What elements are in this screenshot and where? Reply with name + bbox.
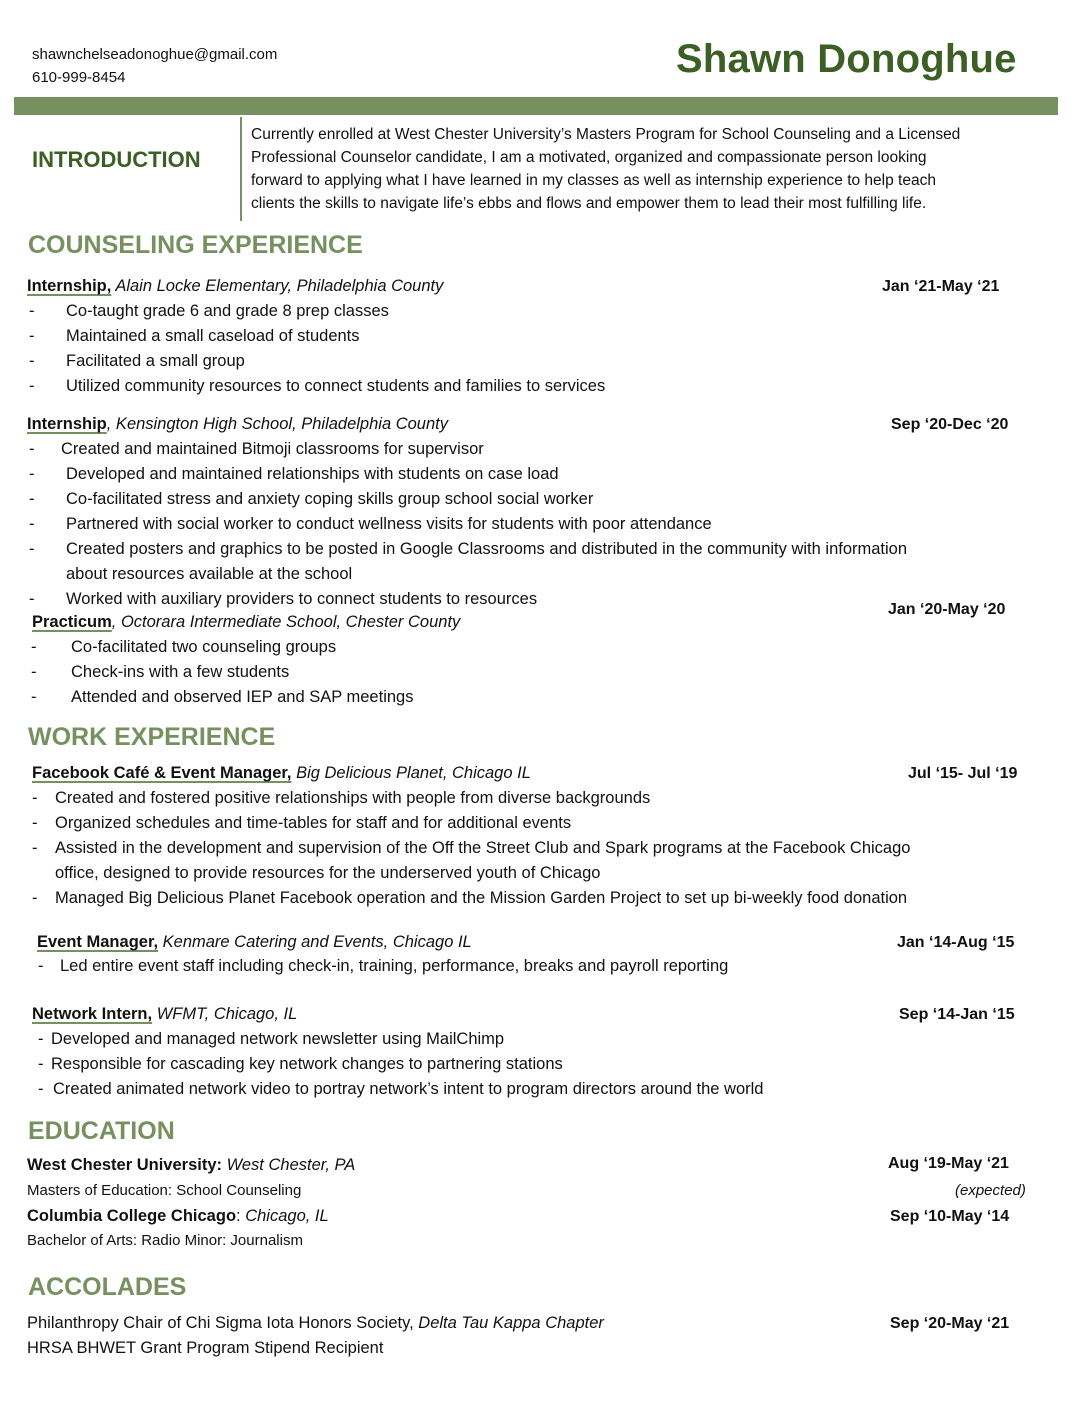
job-header: [32, 1005, 297, 1024]
school-header: [27, 1156, 355, 1175]
school-location: Chicago, IL: [245, 1207, 329, 1225]
header-bar: [14, 97, 1058, 115]
job-title: Practicum: [32, 613, 112, 631]
school-location-sep: :: [236, 1207, 246, 1225]
accolade-dates: Sep ‘20-May ‘21: [890, 1315, 1010, 1332]
bullet-dash: -: [38, 1080, 44, 1098]
bullet-item-continued: about resources available at the school: [66, 565, 353, 583]
bullet-item: Co-taught grade 6 and grade 8 prep classes: [66, 302, 389, 320]
bullet-item: Responsible for cascading key network changes to partnering stations: [51, 1055, 563, 1073]
bullet-item: Worked with auxiliary providers to connect students to resources: [66, 590, 538, 608]
bullet-item: Maintained a small caseload of students: [66, 327, 360, 345]
job-header: [32, 764, 531, 783]
bullet-item-continued: office, designed to provide resources for the underserved youth of Chicago: [55, 864, 601, 882]
work-heading: WORK EXPERIENCE: [28, 723, 276, 751]
job-dates: Sep ‘14-Jan ‘15: [899, 1006, 1015, 1023]
accolades-heading: ACCOLADES: [28, 1273, 187, 1301]
bullet-item: Co-facilitated stress and anxiety coping skills group school social worker: [66, 490, 594, 508]
school-name: West Chester University:: [27, 1156, 223, 1174]
introduction-text: [251, 123, 1051, 215]
email[interactable]: shawnchelseadonoghue@gmail.com: [32, 46, 278, 63]
introduction-line: Professional Counselor candidate, I am a motivated, organized and compassionate person looking: [251, 149, 927, 166]
job-dates: Jan ‘20-May ‘20: [888, 601, 1006, 618]
bullet-dash: -: [32, 789, 38, 807]
bullet-dash: -: [32, 839, 38, 857]
bullet-dash: -: [29, 302, 35, 320]
school-dates: Sep ‘10-May ‘14: [890, 1208, 1010, 1225]
job-org: WFMT, Chicago, IL: [152, 1005, 298, 1023]
school-dates: Aug ‘19-May ‘21: [888, 1155, 1009, 1172]
candidate-name: Shawn Donoghue: [676, 37, 1017, 81]
bullet-dash: -: [31, 663, 37, 681]
bullet-item: Check-ins with a few students: [71, 663, 290, 681]
bullet-item: Created posters and graphics to be posted in Google Classrooms and distributed in the community with information: [66, 540, 908, 558]
bullet-item: Attended and observed IEP and SAP meetings: [71, 688, 414, 706]
job-dates: Sep ‘20-Dec ‘20: [891, 416, 1009, 433]
job-org: Alain Locke Elementary, Philadelphia County: [111, 277, 444, 295]
job-dates: Jan ‘14-Aug ‘15: [897, 934, 1015, 951]
school-header: [27, 1207, 329, 1226]
bullet-dash: -: [29, 377, 35, 395]
bullet-dash: -: [29, 327, 35, 345]
bullet-item: Assisted in the development and supervision of the Off the Street Club and Spark programs at the Facebook Chicago: [55, 839, 911, 857]
job-org: , Octorara Intermediate School, Chester County: [111, 613, 461, 631]
introduction-heading: INTRODUCTION: [32, 147, 201, 172]
introduction-divider: [240, 117, 242, 221]
phone: 610-999-8454: [32, 69, 126, 86]
job-org: Big Delicious Planet, Chicago IL: [291, 764, 531, 782]
bullet-item: Managed Big Delicious Planet Facebook operation and the Mission Garden Project to set up bi-weekly food donation: [55, 889, 908, 907]
accolade-item: [27, 1314, 604, 1333]
job-header: [27, 277, 443, 296]
bullet-dash: -: [31, 688, 37, 706]
school-degree: Masters of Education: School Counseling: [27, 1182, 302, 1199]
job-header: [27, 415, 448, 434]
bullet-item: Organized schedules and time-tables for staff and for additional events: [55, 814, 572, 832]
accolade-text: Philanthropy Chair of Chi Sigma Iota Honors Society,: [27, 1314, 419, 1332]
bullet-dash: -: [31, 638, 37, 656]
bullet-dash: -: [38, 957, 44, 975]
bullet-dash: -: [38, 1055, 44, 1073]
job-title: Event Manager,: [37, 933, 159, 951]
job-dates: Jul ‘15- Jul ‘19: [908, 765, 1018, 782]
bullet-item: Created and maintained Bitmoji classrooms for supervisor: [61, 440, 484, 458]
bullet-dash: -: [29, 590, 35, 608]
job-header: [37, 933, 472, 952]
bullet-dash: -: [29, 352, 35, 370]
introduction-line: forward to applying what I have learned in my classes as well as internship experience to help teach: [251, 172, 936, 189]
school-degree: Bachelor of Arts: Radio Minor: Journalism: [27, 1232, 303, 1249]
bullet-dash: -: [29, 490, 35, 508]
job-title: Internship: [27, 415, 107, 433]
introduction-line: Currently enrolled at West Chester University’s Masters Program for School Counseling and a Licensed: [251, 126, 961, 143]
bullet-item: Created animated network video to portray network’s intent to program directors around the world: [53, 1080, 764, 1098]
bullet-dash: -: [29, 465, 35, 483]
bullet-item: Co-facilitated two counseling groups: [71, 638, 337, 656]
bullet-dash: -: [29, 440, 35, 458]
bullet-dash: -: [38, 1030, 44, 1048]
job-org: Kenmare Catering and Events, Chicago IL: [158, 933, 472, 951]
job-header: [32, 613, 460, 632]
bullet-dash: -: [29, 540, 35, 558]
job-title: Internship,: [27, 277, 112, 295]
school-location: West Chester, PA: [222, 1156, 356, 1174]
bullet-item: Utilized community resources to connect students and families to services: [66, 377, 606, 395]
bullet-item: Developed and managed network newsletter using MailChimp: [51, 1030, 505, 1048]
school-note: (expected): [955, 1182, 1026, 1199]
job-org: , Kensington High School, Philadelphia County: [106, 415, 448, 433]
accolade-item: HRSA BHWET Grant Program Stipend Recipient: [27, 1339, 384, 1357]
bullet-dash: -: [32, 889, 38, 907]
job-title: Facebook Café & Event Manager,: [32, 764, 292, 782]
job-title: Network Intern,: [32, 1005, 153, 1023]
bullet-item: Developed and maintained relationships with students on case load: [66, 465, 559, 483]
job-dates: Jan ‘21-May ‘21: [882, 278, 1000, 295]
education-heading: EDUCATION: [28, 1117, 175, 1145]
introduction-line: clients the skills to navigate life’s ebbs and flows and empower them to lead their most fulfilling life.: [251, 195, 927, 212]
school-name: Columbia College Chicago: [27, 1207, 237, 1225]
bullet-item: Facilitated a small group: [66, 352, 245, 370]
bullet-item: Partnered with social worker to conduct wellness visits for students with poor attendance: [66, 515, 712, 533]
accolade-chapter: Delta Tau Kappa Chapter: [418, 1314, 604, 1332]
counseling-heading: COUNSELING EXPERIENCE: [28, 231, 363, 259]
bullet-dash: -: [29, 515, 35, 533]
bullet-item: Created and fostered positive relationships with people from diverse backgrounds: [55, 789, 651, 807]
bullet-dash: -: [32, 814, 38, 832]
bullet-item: Led entire event staff including check-in, training, performance, breaks and payroll reporting: [60, 957, 729, 975]
